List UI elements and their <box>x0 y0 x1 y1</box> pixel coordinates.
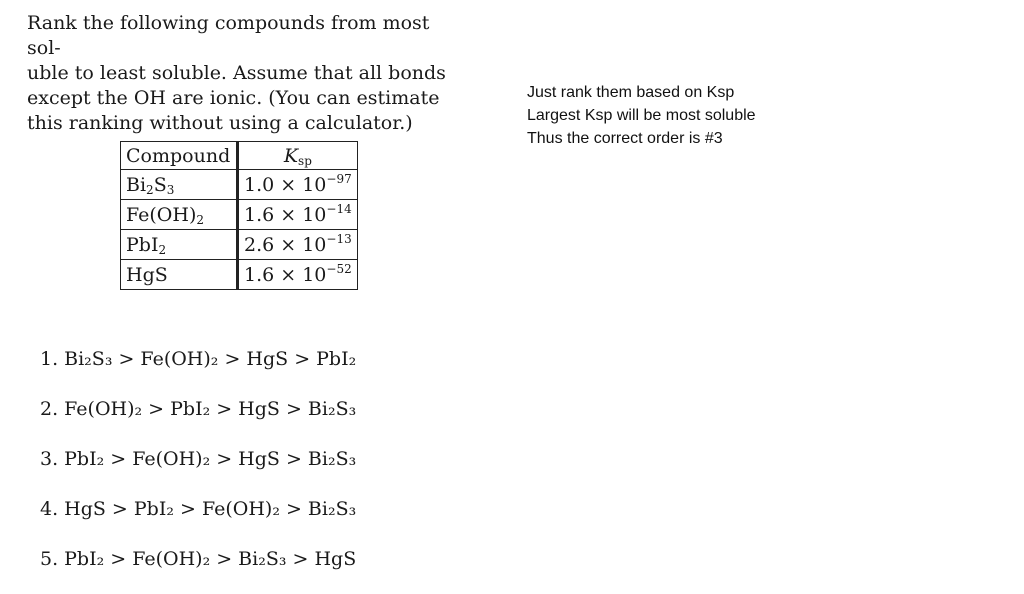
formula-subscript: 2 <box>146 182 154 197</box>
ksp-mantissa: 1.0 × 10 <box>244 173 327 196</box>
formula-part: Fe(OH) <box>126 203 197 226</box>
formula-subscript: 2 <box>196 212 204 227</box>
ksp-mantissa: 2.6 × 10 <box>244 233 327 256</box>
ksp-cell <box>238 200 358 230</box>
table-header-row <box>121 142 358 170</box>
formula-part: Bi <box>126 173 147 196</box>
question-text <box>27 11 457 136</box>
header-ksp <box>238 142 358 170</box>
formula-subscript: 2 <box>158 242 167 257</box>
formula-subscript: 3 <box>166 182 175 197</box>
formula-part: S <box>153 173 167 196</box>
option-text: PbI₂ > Fe(OH)₂ > HgS > Bi₂S₃ <box>64 448 357 470</box>
answer-notes <box>527 81 756 150</box>
answer-option[interactable] <box>40 494 356 544</box>
table-row <box>121 260 358 290</box>
option-number: 2. <box>40 398 59 420</box>
answer-option[interactable] <box>40 444 356 494</box>
ksp-cell <box>238 230 358 260</box>
note-line: Largest Ksp will be most soluble <box>527 107 756 124</box>
question-line: except the OH are ionic. (You can estimate <box>27 87 440 109</box>
answer-option[interactable] <box>40 344 356 394</box>
answer-option[interactable] <box>40 544 356 594</box>
table-row <box>121 200 358 230</box>
option-number: 1. <box>40 348 59 370</box>
note-line: Thus the correct order is #3 <box>527 130 723 147</box>
question-line: uble to least soluble. Assume that all bonds <box>27 62 446 84</box>
formula-part: PbI <box>126 233 159 256</box>
ksp-mantissa: 1.6 × 10 <box>244 203 327 226</box>
header-compound: Compound <box>121 142 238 170</box>
option-number: 5. <box>40 548 59 570</box>
option-number: 4. <box>40 498 59 520</box>
option-text: Fe(OH)₂ > PbI₂ > HgS > Bi₂S₃ <box>64 398 357 420</box>
compound-cell <box>121 230 238 260</box>
question-line: Rank the following compounds from most sol- <box>27 12 430 59</box>
option-text: PbI₂ > Fe(OH)₂ > Bi₂S₃ > HgS <box>64 548 357 570</box>
formula-part: HgS <box>126 263 168 286</box>
header-ksp-main: K <box>283 144 299 167</box>
ksp-mantissa: 1.6 × 10 <box>244 263 327 286</box>
compound-cell <box>121 200 238 230</box>
table-row <box>121 170 358 200</box>
ksp-cell <box>238 170 358 200</box>
answer-options <box>40 344 356 594</box>
ksp-exponent: −97 <box>326 171 352 186</box>
option-number: 3. <box>40 448 59 470</box>
header-ksp-sub: sp <box>298 153 312 168</box>
compound-cell <box>121 170 238 200</box>
option-text: HgS > PbI₂ > Fe(OH)₂ > Bi₂S₃ <box>64 498 357 520</box>
question-line: this ranking without using a calculator.) <box>27 112 413 134</box>
ksp-exponent: −14 <box>326 201 352 216</box>
note-line: Just rank them based on Ksp <box>527 84 735 101</box>
ksp-cell <box>238 260 358 290</box>
ksp-exponent: −13 <box>326 231 352 246</box>
compound-cell <box>121 260 238 290</box>
option-text: Bi₂S₃ > Fe(OH)₂ > HgS > PbI₂ <box>64 348 357 370</box>
ksp-table <box>120 141 358 290</box>
ksp-exponent: −52 <box>326 261 352 276</box>
answer-option[interactable] <box>40 394 356 444</box>
table-row <box>121 230 358 260</box>
